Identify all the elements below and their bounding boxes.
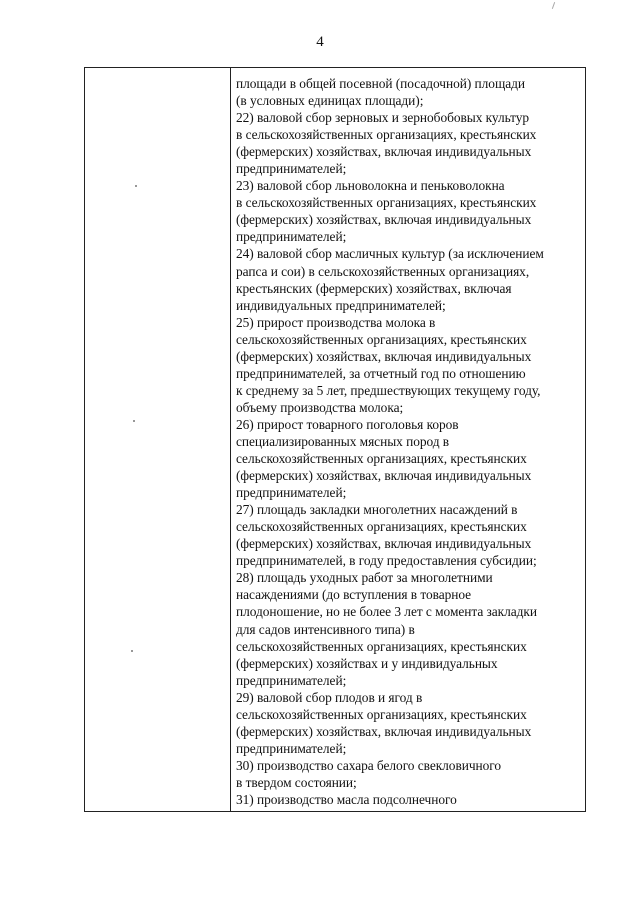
text-line: сельскохозяйственных организациях, крестьянских	[236, 519, 527, 535]
table-right-cell-text	[236, 75, 586, 808]
text-line: сельскохозяйственных организациях, крестьянских	[236, 451, 527, 467]
text-line: 29) валовой сбор плодов и ягод в	[236, 689, 423, 705]
text-line: предпринимателей;	[236, 229, 347, 245]
scan-speck	[133, 420, 135, 422]
text-line: предпринимателей;	[236, 672, 347, 688]
text-line: 31) производство масла подсолнечного	[236, 791, 457, 807]
text-line: (фермерских) хозяйствах, включая индивидуальных	[236, 723, 532, 739]
text-line: сельскохозяйственных организациях, крестьянских	[236, 331, 527, 347]
text-line: сельскохозяйственных организациях, крестьянских	[236, 638, 527, 654]
text-line: (в условных единицах площади);	[236, 93, 424, 109]
text-line: рапса и сои) в сельскохозяйственных организациях,	[236, 263, 530, 279]
text-line: 23) валовой сбор льноволокна и пеньковолокна	[236, 178, 505, 194]
text-line: плодоношение, но не более 3 лет с момента закладки	[236, 604, 537, 620]
text-line: (фермерских) хозяйствах и у индивидуальных	[236, 655, 498, 671]
text-line: 24) валовой сбор масличных культур (за исключением	[236, 246, 544, 262]
text-line: крестьянских (фермерских) хозяйствах, включая	[236, 280, 512, 296]
text-line: к среднему за 5 лет, предшествующих текущему году,	[236, 382, 541, 398]
text-line: сельскохозяйственных организациях, крестьянских	[236, 706, 527, 722]
text-line: 27) площадь закладки многолетних насаждений в	[236, 502, 518, 518]
text-line: (фермерских) хозяйствах, включая индивидуальных	[236, 348, 532, 364]
text-line: в сельскохозяйственных организациях, крестьянских	[236, 195, 537, 211]
text-line: (фермерских) хозяйствах, включая индивидуальных	[236, 212, 532, 228]
text-line: предпринимателей;	[236, 485, 347, 501]
text-line: предпринимателей, за отчетный год по отношению	[236, 365, 526, 381]
scan-hairline	[552, 2, 555, 9]
text-line: предпринимателей, в году предоставления субсидии;	[236, 553, 537, 569]
scan-speck	[135, 185, 137, 187]
text-line: (фермерских) хозяйствах, включая индивидуальных	[236, 144, 532, 160]
text-line: специализированных мясных пород в	[236, 433, 450, 449]
text-line: объему производства молока;	[236, 399, 404, 415]
text-line: индивидуальных предпринимателей;	[236, 297, 446, 313]
text-line: 22) валовой сбор зерновых и зернобобовых культур	[236, 110, 530, 126]
text-line: (фермерских) хозяйствах, включая индивидуальных	[236, 536, 532, 552]
scan-speck	[131, 650, 133, 652]
text-line: площади в общей посевной (посадочной) площади	[236, 76, 525, 91]
text-line: 30) производство сахара белого свекловичного	[236, 757, 502, 773]
text-line: насаждениями (до вступления в товарное	[236, 587, 472, 603]
text-line: в сельскохозяйственных организациях, крестьянских	[236, 127, 537, 143]
text-line: 26) прирост товарного поголовья коров	[236, 416, 459, 432]
text-line: в твердом состоянии;	[236, 774, 357, 790]
text-line: 25) прирост производства молока в	[236, 314, 436, 330]
text-line: предпринимателей;	[236, 740, 347, 756]
table-column-divider	[230, 68, 231, 811]
page-number: 4	[316, 34, 324, 50]
text-line: для садов интенсивного типа) в	[236, 621, 415, 637]
text-line: предпринимателей;	[236, 161, 347, 177]
text-line: (фермерских) хозяйствах, включая индивидуальных	[236, 468, 532, 484]
text-line: 28) площадь уходных работ за многолетними	[236, 570, 493, 586]
document-table	[84, 67, 586, 812]
